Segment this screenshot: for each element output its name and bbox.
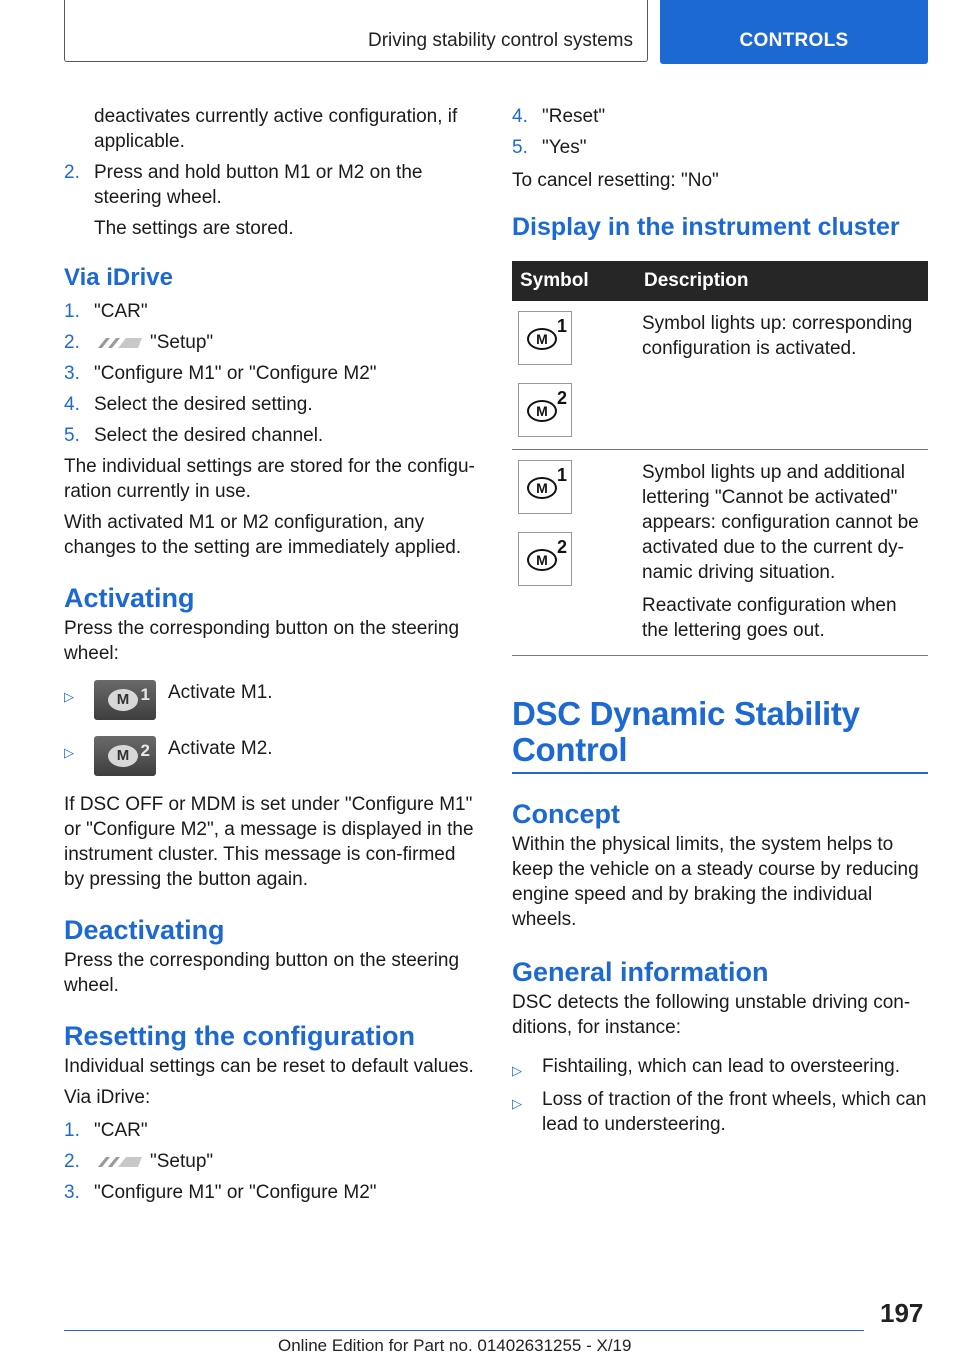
bullet-triangle-icon: ▷ <box>512 1063 522 1078</box>
dsc-off-text: If DSC OFF or MDM is set under "Configure M1" or "Configure M2", a message is displayed in the instrument cluster. This message is con-firmed by pressing the button again. <box>64 794 474 890</box>
list-item: 1. "CAR" <box>64 301 148 322</box>
concept-heading: Concept <box>512 799 620 829</box>
dsc-heading: DSC Dynamic Stability Control <box>512 695 860 768</box>
list-item: 5. "Yes" <box>512 137 587 158</box>
display-heading: Display in the instrument cluster <box>512 213 900 241</box>
list-item: 2. "Setup" <box>64 332 214 353</box>
left-column <box>64 100 478 1205</box>
step1-continuation: deactivates currently active configuration, if applicable. <box>94 106 458 152</box>
list-item: 3. "Configure M1" or "Configure M2" <box>64 363 377 384</box>
bullet-triangle-icon: ▷ <box>64 745 74 760</box>
chapter-title: CONTROLS <box>739 30 849 51</box>
resetting-heading: Resetting the configuration <box>64 1021 415 1051</box>
list-item: 5. Select the desired channel. <box>64 425 324 446</box>
description-cell: Symbol lights up: corresponding configuration is activated. <box>636 301 928 450</box>
heading-rule <box>512 772 928 774</box>
step-number: 2. <box>64 162 80 183</box>
list-item: ▷ Loss of traction of the front wheels, which can lead to understeering. <box>512 1089 927 1135</box>
activating-text: Press the corresponding button on the steering wheel: <box>64 618 460 664</box>
symbol-cell <box>512 301 636 450</box>
col-symbol-header: Symbol <box>512 261 636 301</box>
general-heading: General information <box>512 957 769 987</box>
symbol-cell <box>512 450 636 656</box>
setup-icon <box>94 1155 144 1169</box>
m1-symbol-icon: M 1 <box>518 311 572 365</box>
applied-text: With activated M1 or M2 configuration, any changes to the setting are immediately applied. <box>64 512 462 558</box>
cancel-text: To cancel resetting: "No" <box>512 170 719 191</box>
step-text: Press and hold button M1 or M2 on the steering wheel. <box>94 162 423 208</box>
chapter-tab[interactable] <box>660 0 928 64</box>
symbol-table <box>512 261 928 656</box>
store-step-2 <box>64 160 478 210</box>
m2-symbol-icon: M 2 <box>518 383 572 437</box>
list-item: ▷ Fishtailing, which can lead to oversteering. <box>512 1054 928 1079</box>
table-row <box>512 301 928 450</box>
section-tab <box>64 0 648 62</box>
page-number: 197 <box>880 1298 924 1328</box>
footer-rule <box>64 1330 864 1331</box>
section-title: Driving stability control systems <box>367 30 633 51</box>
activating-heading: Activating <box>64 583 195 613</box>
resetting-text: Individual settings can be reset to default values. <box>64 1056 474 1077</box>
description-cell: Symbol lights up and additional lettering "Cannot be activated" appears: configuration cannot be activated due to the current dy-namic driving situation. Reactivate configuration when the lettering goes out. <box>636 450 928 656</box>
m2-symbol-icon: M 2 <box>518 532 572 586</box>
right-column <box>512 100 928 1137</box>
reset-steps-list <box>64 1118 478 1205</box>
col-description-header: Description <box>636 261 928 301</box>
list-item: 4. Select the desired setting. <box>64 394 313 415</box>
stored-text: The individual settings are stored for the configu-ration currently in use. <box>64 456 475 502</box>
bullet-triangle-icon: ▷ <box>512 1096 522 1111</box>
list-item: 4. "Reset" <box>512 106 606 127</box>
table-header-row <box>512 261 928 301</box>
edition-text: Online Edition for Part no. 01402631255 - X/19 <box>278 1336 632 1355</box>
setup-icon <box>94 336 144 350</box>
table-row <box>512 450 928 656</box>
deactivating-heading: Deactivating <box>64 915 225 945</box>
concept-text: Within the physical limits, the system helps to keep the vehicle on a steady course by reducing engine speed and by braking the individual wheels. <box>512 834 919 930</box>
general-text: DSC detects the following unstable driving con-ditions, for instance: <box>512 992 911 1038</box>
deactivating-text: Press the corresponding button on the steering wheel. <box>64 950 460 996</box>
idrive-steps-list <box>64 299 478 448</box>
list-item: 1. "CAR" <box>64 1120 148 1141</box>
page-header <box>64 0 928 64</box>
via-idrive-label: Via iDrive: <box>64 1087 151 1108</box>
via-idrive-heading: Via iDrive <box>64 264 173 291</box>
list-item: 3. "Configure M1" or "Configure M2" <box>64 1182 377 1203</box>
m1-symbol-icon: M 1 <box>518 460 572 514</box>
list-item: 2. "Setup" <box>64 1151 214 1172</box>
activate-m1-item: ▷ M 1 Activate M1. <box>64 680 478 722</box>
activate-m2-item: ▷ M 2 Activate M2. <box>64 736 478 778</box>
step2-result: The settings are stored. <box>94 218 294 239</box>
m2-button-icon: M 2 <box>94 736 156 776</box>
m1-button-icon: M 1 <box>94 680 156 720</box>
bullet-triangle-icon: ▷ <box>64 689 74 704</box>
